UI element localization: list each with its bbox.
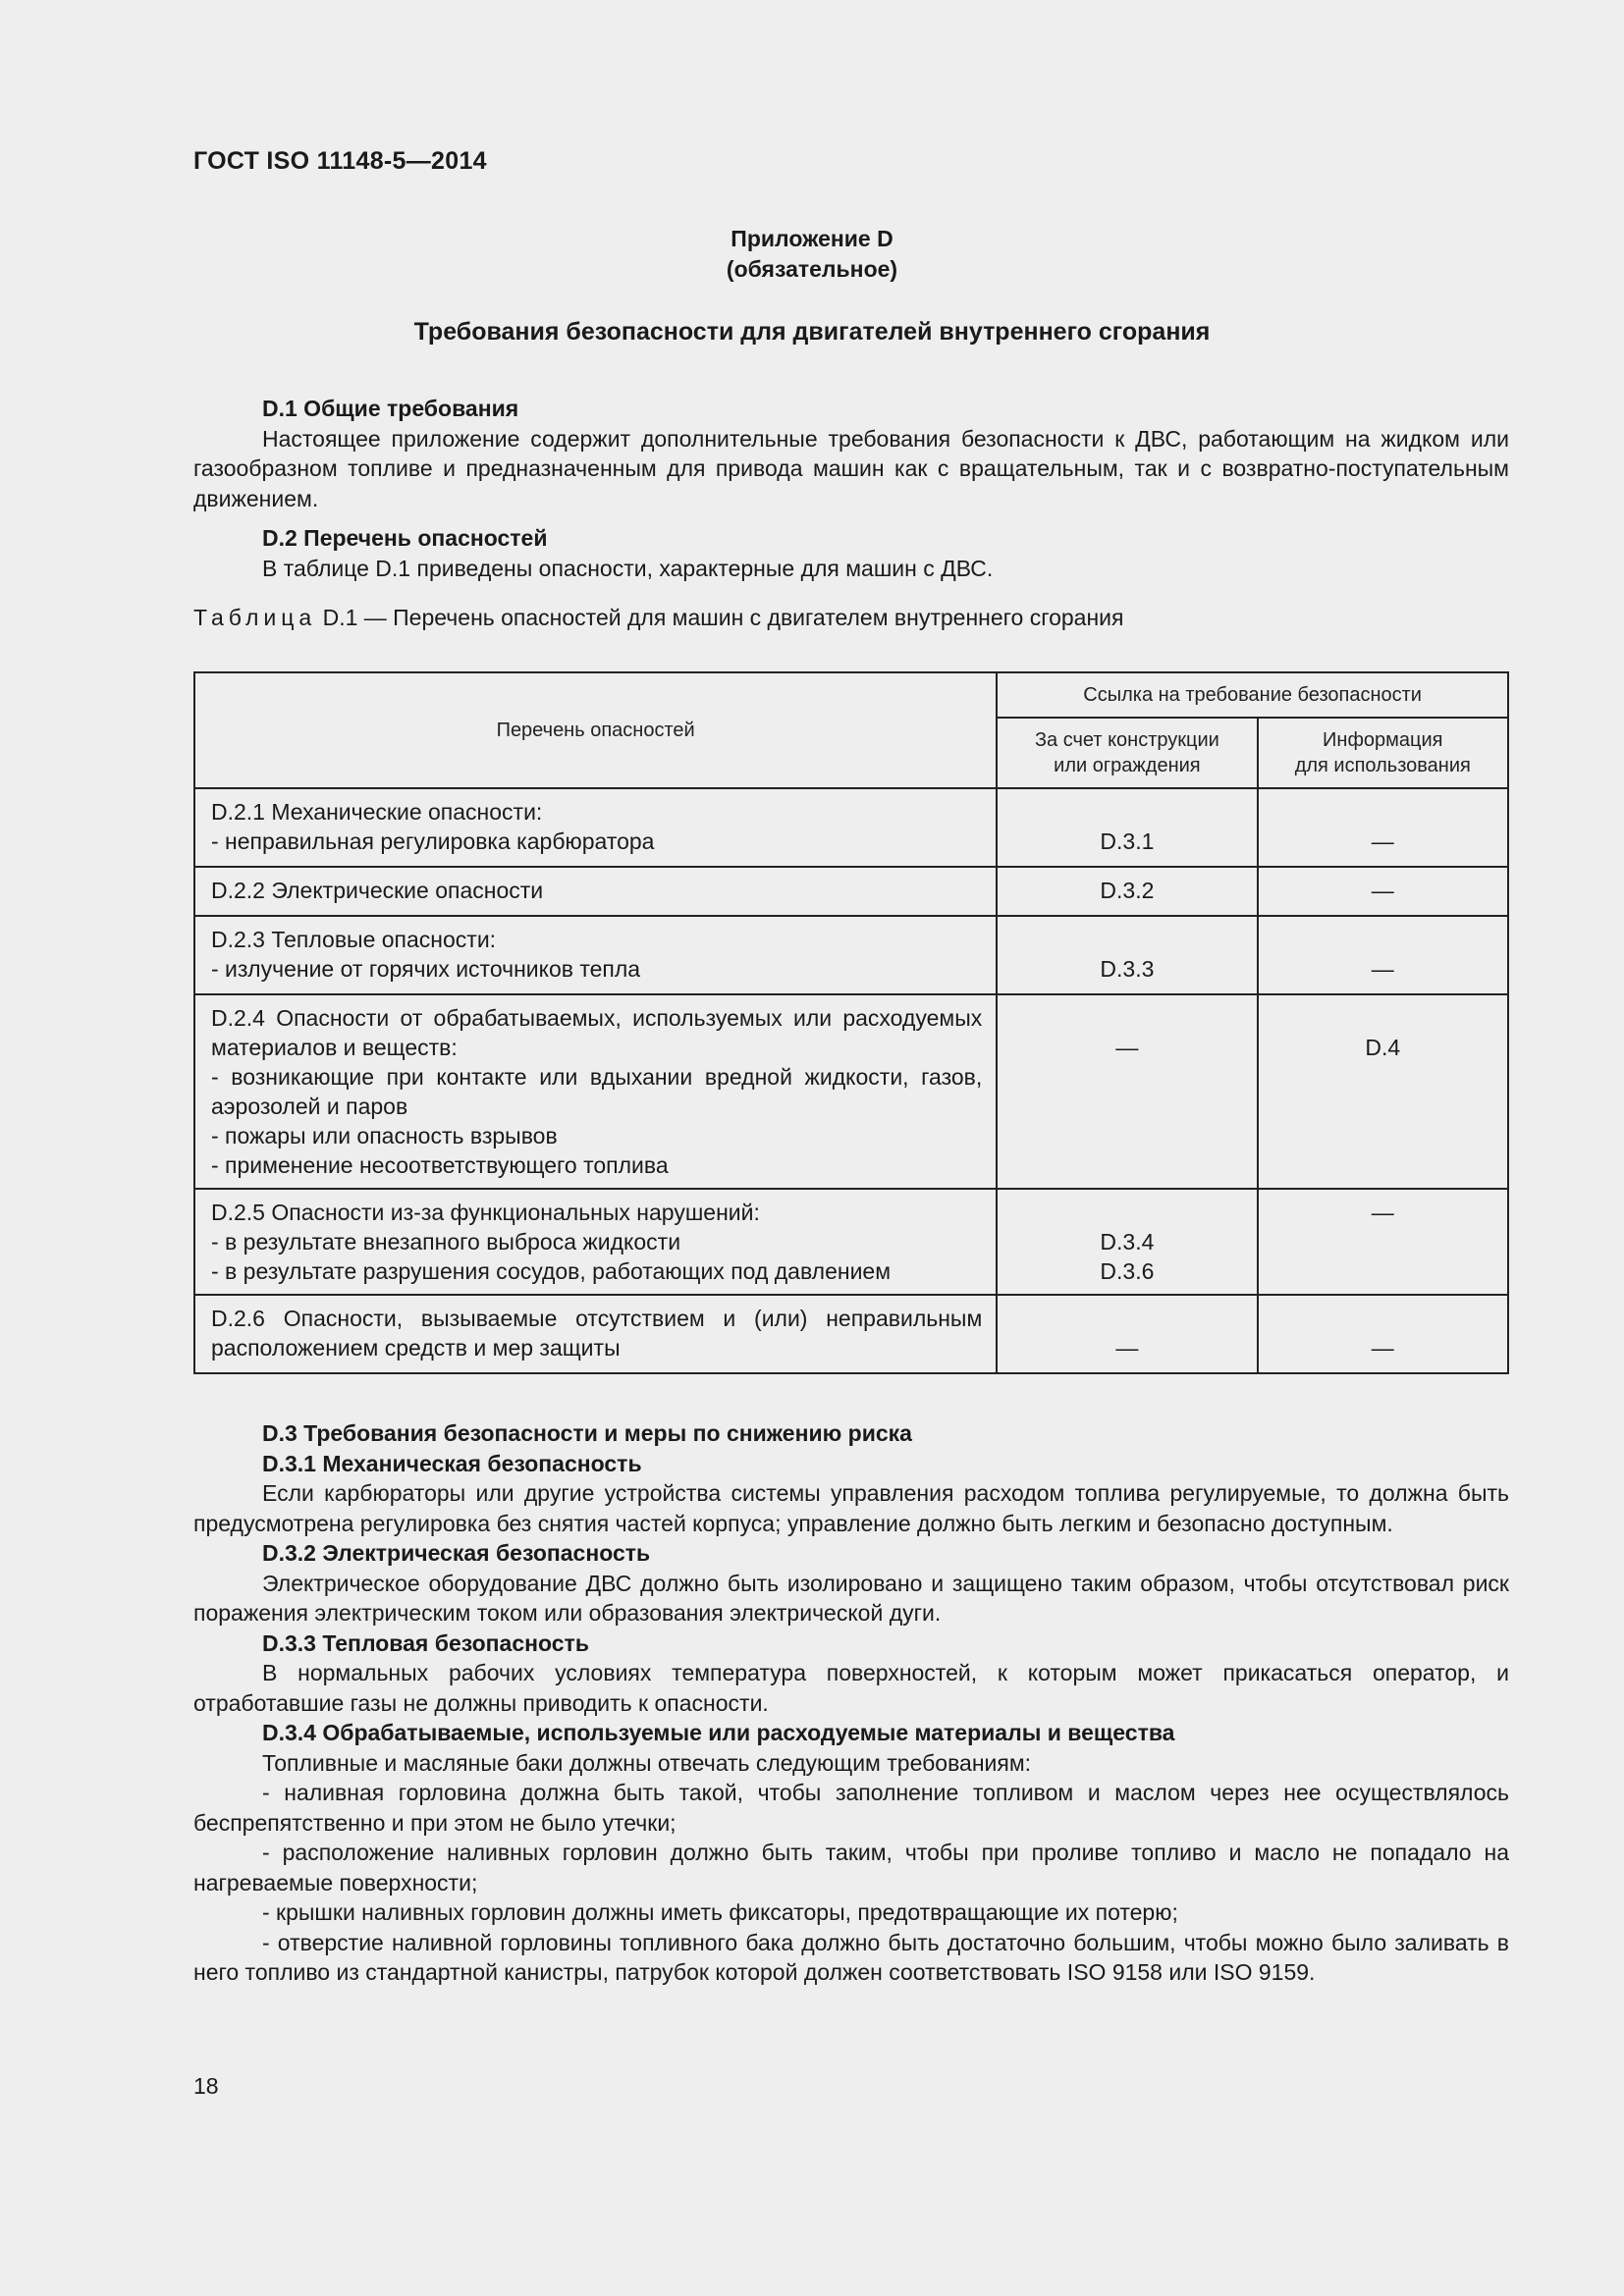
d1-heading: D.1 Общие требования: [262, 396, 519, 421]
table-caption: [193, 603, 1509, 633]
annex-title: Требования безопасности для двигателей внутреннего сгорания: [413, 318, 1211, 346]
table-row: [194, 1189, 1508, 1295]
table-row: [194, 867, 1508, 916]
d2-heading: D.2 Перечень опасностей: [262, 525, 548, 551]
design-ref-cell: D.3.3: [997, 916, 1257, 994]
standard-code: ГОСТ ISO 11148-5—2014: [193, 147, 487, 175]
d1-text: Настоящее приложение содержит дополнительные требования безопасности к ДВС, работающим на жидком или газообразном топливе и предназначенным для привода машин как с вращательным, так и с возвратно-поступательным движением.: [193, 425, 1509, 511]
info-ref-cell: —: [1258, 867, 1508, 916]
info-ref-cell: —: [1258, 788, 1508, 867]
hazard-cell: D.2.6 Опасности, вызываемые отсутствием и (или) неправильным расположением средств и мер защиты: [194, 1295, 997, 1373]
col-header-design: За счет конструкции или ограждения: [997, 718, 1257, 788]
list-item: - наливная горловина должна быть такой, чтобы заполнение топливом и маслом через нее осуществлялось беспрепятственно и при этом не было утечки;: [193, 1780, 1509, 1836]
section-d3: [193, 1418, 1509, 1988]
table-row: [194, 1295, 1508, 1373]
hazard-cell: D.2.5 Опасности из-за функциональных нарушений: - в результате внезапного выброса жидкости - в результате разрушения сосудов, работающих под давлением: [194, 1189, 997, 1295]
d3-heading: D.3 Требования безопасности и меры по снижению риска: [262, 1420, 912, 1446]
table-caption-prefix: Таблица: [193, 605, 317, 630]
annex-status: (обязательное): [726, 256, 898, 282]
d34-heading: D.3.4 Обрабатываемые, используемые или расходуемые материалы и вещества: [262, 1720, 1175, 1745]
design-ref-cell: —: [997, 994, 1257, 1189]
d33-heading: D.3.3 Тепловая безопасность: [262, 1629, 589, 1656]
d2-text: В таблице D.1 приведены опасности, характерные для машин с ДВС.: [262, 555, 994, 581]
hazard-cell: D.2.1 Механические опасности: - неправильная регулировка карбюратора: [194, 788, 997, 867]
col-header-reference: Ссылка на требование безопасности: [997, 672, 1508, 718]
info-ref-cell: —: [1258, 1295, 1508, 1373]
d34-intro: Топливные и масляные баки должны отвечать следующим требованиям:: [262, 1749, 1032, 1776]
table-row: [194, 788, 1508, 867]
table-row: [194, 994, 1508, 1189]
table-row: [194, 916, 1508, 994]
col-header-info: Информация для использования: [1258, 718, 1508, 788]
col-header-hazards: Перечень опасностей: [194, 672, 997, 788]
design-ref-cell: —: [997, 1295, 1257, 1373]
design-ref-cell: D.3.4 D.3.6: [997, 1189, 1257, 1295]
list-item: - отверстие наливной горловины топливного бака должно быть достаточно большим, чтобы можно было заливать в него топливо из стандартной канистры, патрубок которой должен соответствовать ISO 9158 или ISO 9159.: [193, 1929, 1509, 1985]
page-number: 18: [193, 2073, 219, 2099]
info-ref-cell: —: [1258, 916, 1508, 994]
d31-text: Если карбюраторы или другие устройства системы управления расходом топлива регулируемые, то должна быть предусмотрена регулировка без снятия частей корпуса; управление должно быть легким и безопасно доступным.: [193, 1480, 1509, 1536]
table-caption-rest: D.1 — Перечень опасностей для машин с двигателем внутреннего сгорания: [316, 605, 1124, 630]
info-ref-cell: —: [1258, 1189, 1508, 1295]
section-d1-d2: [193, 394, 1509, 633]
hazard-cell: D.2.4 Опасности от обрабатываемых, используемых или расходуемых материалов и веществ: - возникающие при контакте или вдыхании вредной жидкости, газов, аэрозолей и паров - пожары или опасность взрывов - применение несоответствующего топлива: [194, 994, 997, 1189]
annex-heading: [0, 224, 1624, 285]
design-ref-cell: D.3.2: [997, 867, 1257, 916]
d33-text: В нормальных рабочих условиях температура поверхностей, к которым может прикасаться оператор, и отработавшие газы не должны приводить к опасности.: [193, 1660, 1509, 1716]
hazard-cell: D.2.3 Тепловые опасности: - излучение от горячих источников тепла: [194, 916, 997, 994]
d32-heading: D.3.2 Электрическая безопасность: [262, 1540, 651, 1566]
annex-label: Приложение D: [731, 226, 893, 251]
hazard-cell: D.2.2 Электрические опасности: [194, 867, 997, 916]
list-item: - расположение наливных горловин должно быть таким, чтобы при проливе топливо и масло не попадало на нагреваемые поверхности;: [193, 1840, 1509, 1896]
info-ref-cell: D.4: [1258, 994, 1508, 1189]
list-item: - крышки наливных горловин должны иметь фиксаторы, предотвращающие их потерю;: [262, 1899, 1178, 1925]
design-ref-cell: D.3.1: [997, 788, 1257, 867]
hazards-table: [193, 671, 1509, 1374]
d32-text: Электрическое оборудование ДВС должно быть изолировано и защищено таким образом, чтобы отсутствовал риск поражения электрическим током или образования электрической дуги.: [193, 1570, 1509, 1626]
d31-heading: D.3.1 Механическая безопасность: [262, 1450, 642, 1476]
